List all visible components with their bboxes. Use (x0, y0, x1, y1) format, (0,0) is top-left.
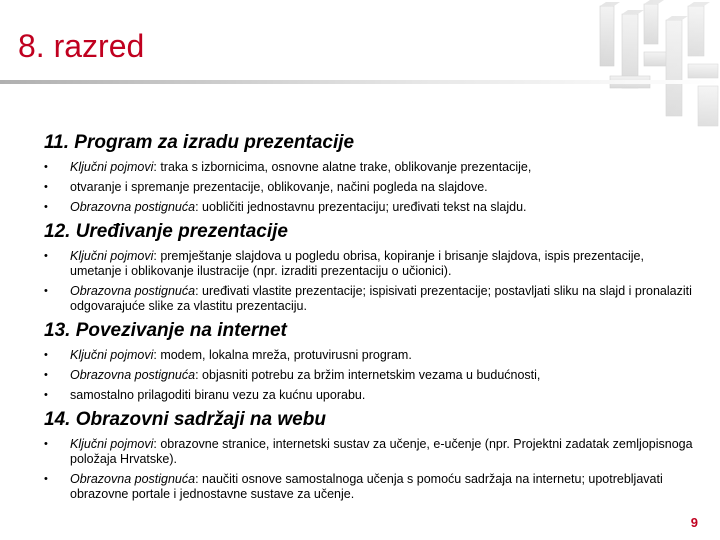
item-term: Ključni pojmovi (70, 437, 154, 451)
section-title: 13. Povezivanje na internet (44, 320, 287, 341)
bullet-icon: • (44, 285, 48, 297)
maze-decoration-graphic (580, 0, 720, 130)
section-1 (44, 132, 694, 215)
list-item (44, 388, 694, 403)
item-term: Ključni pojmovi (70, 160, 154, 174)
list-item (44, 180, 694, 195)
list-item (44, 348, 694, 363)
bullet-icon: • (44, 473, 48, 485)
bullet-list (44, 437, 694, 502)
slide-title: 8. razred (18, 28, 145, 64)
item-term: Obrazovna postignuća (70, 200, 196, 214)
item-text: : modem, lokalna mreža, protuvirusni program. (153, 348, 412, 362)
bullet-icon: • (44, 250, 48, 262)
item-text: samostalno prilagoditi biranu vezu za kućnu uporabu. (70, 388, 366, 402)
item-text: : obrazovne stranice, internetski sustav za učenje, e-učenje (npr. Projektni zadatak zemljopisnoga položaja Hrvatske). (70, 437, 693, 466)
list-item (44, 249, 694, 279)
page-number: 9 (690, 515, 698, 530)
bullet-icon: • (44, 161, 48, 173)
bullet-icon: • (44, 389, 48, 401)
section-title: 11. Program za izradu prezentacije (44, 132, 355, 153)
bullet-icon: • (44, 201, 48, 213)
list-item (44, 284, 694, 314)
section-title: 12. Uređivanje prezentacije (44, 221, 288, 242)
list-item (44, 472, 694, 502)
bullet-list (44, 160, 694, 215)
bullet-icon: • (44, 181, 48, 193)
bullet-icon: • (44, 438, 48, 450)
item-text: : uobličiti jednostavnu prezentaciju; uređivati tekst na slajdu. (195, 200, 527, 214)
item-text: otvaranje i spremanje prezentacije, oblikovanje, načini pogleda na slajdove. (70, 180, 488, 194)
list-item (44, 160, 694, 175)
section-title: 14. Obrazovni sadržaji na webu (44, 409, 326, 430)
slide-content (44, 132, 694, 508)
item-text: : objasniti potrebu za bržim internetskim vezama u budućnosti, (195, 368, 541, 382)
item-term: Obrazovna postignuća (70, 472, 196, 486)
item-text: : naučiti osnove samostalnoga učenja s pomoću sadržaja na internetu; upotrebljavati obrazovne portale i jednostavne sustave za učenje. (70, 472, 663, 501)
item-text: : premještanje slajdova u pogledu obrisa, kopiranje i brisanje slajdova, ispis prezentacije, umetanje i oblikovanje ilustracije (npr. izraditi prezentaciju o učionici). (70, 249, 644, 278)
section-2 (44, 221, 694, 314)
bullet-list (44, 348, 694, 403)
item-term: Obrazovna postignuća (70, 284, 196, 298)
title-underline (0, 80, 720, 84)
list-item (44, 200, 694, 215)
list-item (44, 437, 694, 467)
bullet-icon: • (44, 349, 48, 361)
item-term: Ključni pojmovi (70, 249, 154, 263)
item-term: Obrazovna postignuća (70, 368, 196, 382)
section-3 (44, 320, 694, 403)
item-text: : traka s izbornicima, osnovne alatne trake, oblikovanje prezentacije, (153, 160, 532, 174)
section-4 (44, 409, 694, 502)
item-term: Ključni pojmovi (70, 348, 154, 362)
item-text: : uređivati vlastite prezentacije; ispisivati prezentacije; postavljati sliku na slajd i pronalaziti odgovarajuće slike za vlastitu prezentaciju. (70, 284, 692, 313)
list-item (44, 368, 694, 383)
bullet-icon: • (44, 369, 48, 381)
bullet-list (44, 249, 694, 314)
